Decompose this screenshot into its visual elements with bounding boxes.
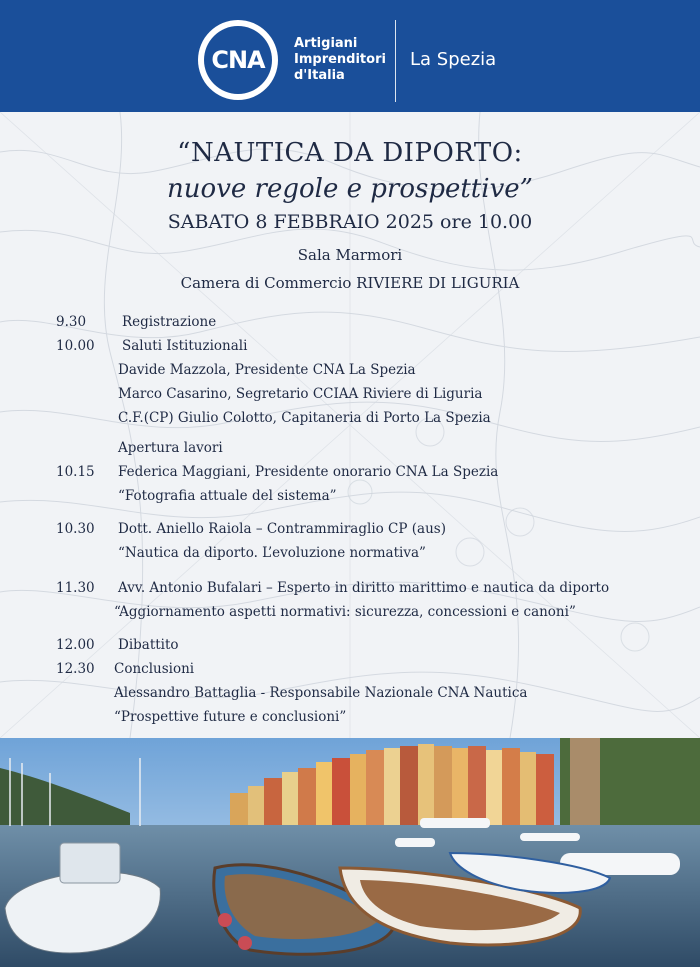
time-1015: 10.15 [56,464,95,480]
time-1030: 10.30 [56,521,95,537]
speaker-raiola: Dott. Aniello Raiola – Contrammiraglio CP (aus) [118,521,446,537]
harbour-photo [0,738,700,967]
time-1230: 12.30 [56,661,95,677]
speaker-maggiani: Federica Maggiani, Presidente onorario CNA La Spezia [118,464,499,480]
talk-bufalari: “Aggiornamento aspetti normativi: sicurezza, concessioni e canoni” [114,604,576,620]
time-1000: 10.00 [56,338,95,354]
speaker-mazzola: Davide Mazzola, Presidente CNA La Spezia [118,362,416,378]
talk-maggiani: “Fotografia attuale del sistema” [118,488,337,504]
program-greetings: Saluti Istituzionali [122,338,248,354]
city-label: La Spezia [410,49,497,70]
venue-room: Sala Marmori [297,246,403,264]
event-title-line-1: “NAUTICA DA DIPORTO: [177,138,523,168]
header-band [0,0,700,112]
header-divider [395,20,396,102]
event-date: SABATO 8 FEBBRAIO 2025 ore 10.00 [167,211,533,233]
venue-building: Camera di Commercio RIVIERE DI LIGURIA [180,274,520,292]
program-conclusions: Conclusioni [114,661,195,677]
speaker-casarino: Marco Casarino, Segretario CCIAA Riviere di Liguria [118,386,483,402]
talk-battaglia: “Prospettive future e conclusioni” [114,709,347,725]
speaker-colotto: C.F.(CP) Giulio Colotto, Capitaneria di Porto La Spezia [118,410,491,426]
event-title-line-2: nuove regole e prospettive” [167,174,533,204]
brand-text [294,36,386,84]
brand-line-2: Imprenditori [294,52,386,67]
time-930: 9.30 [56,314,87,330]
cna-logo-text: CNA [204,26,272,94]
talk-raiola: “Nautica da diporto. L’evoluzione normativa” [118,545,426,561]
time-1200: 12.00 [56,637,95,653]
speaker-bufalari: Avv. Antonio Bufalari – Esperto in diritto marittimo e nautica da diporto [118,580,610,596]
program-debate: Dibattito [118,637,179,653]
brand-line-1: Artigiani [294,36,358,51]
program-opening: Apertura lavori [118,440,223,456]
time-1130: 11.30 [56,580,95,596]
speaker-battaglia: Alessandro Battaglia - Responsabile Nazionale CNA Nautica [114,685,528,701]
brand-line-3: d'Italia [294,68,345,83]
program-registration: Registrazione [122,314,217,330]
cna-logo [198,20,278,100]
